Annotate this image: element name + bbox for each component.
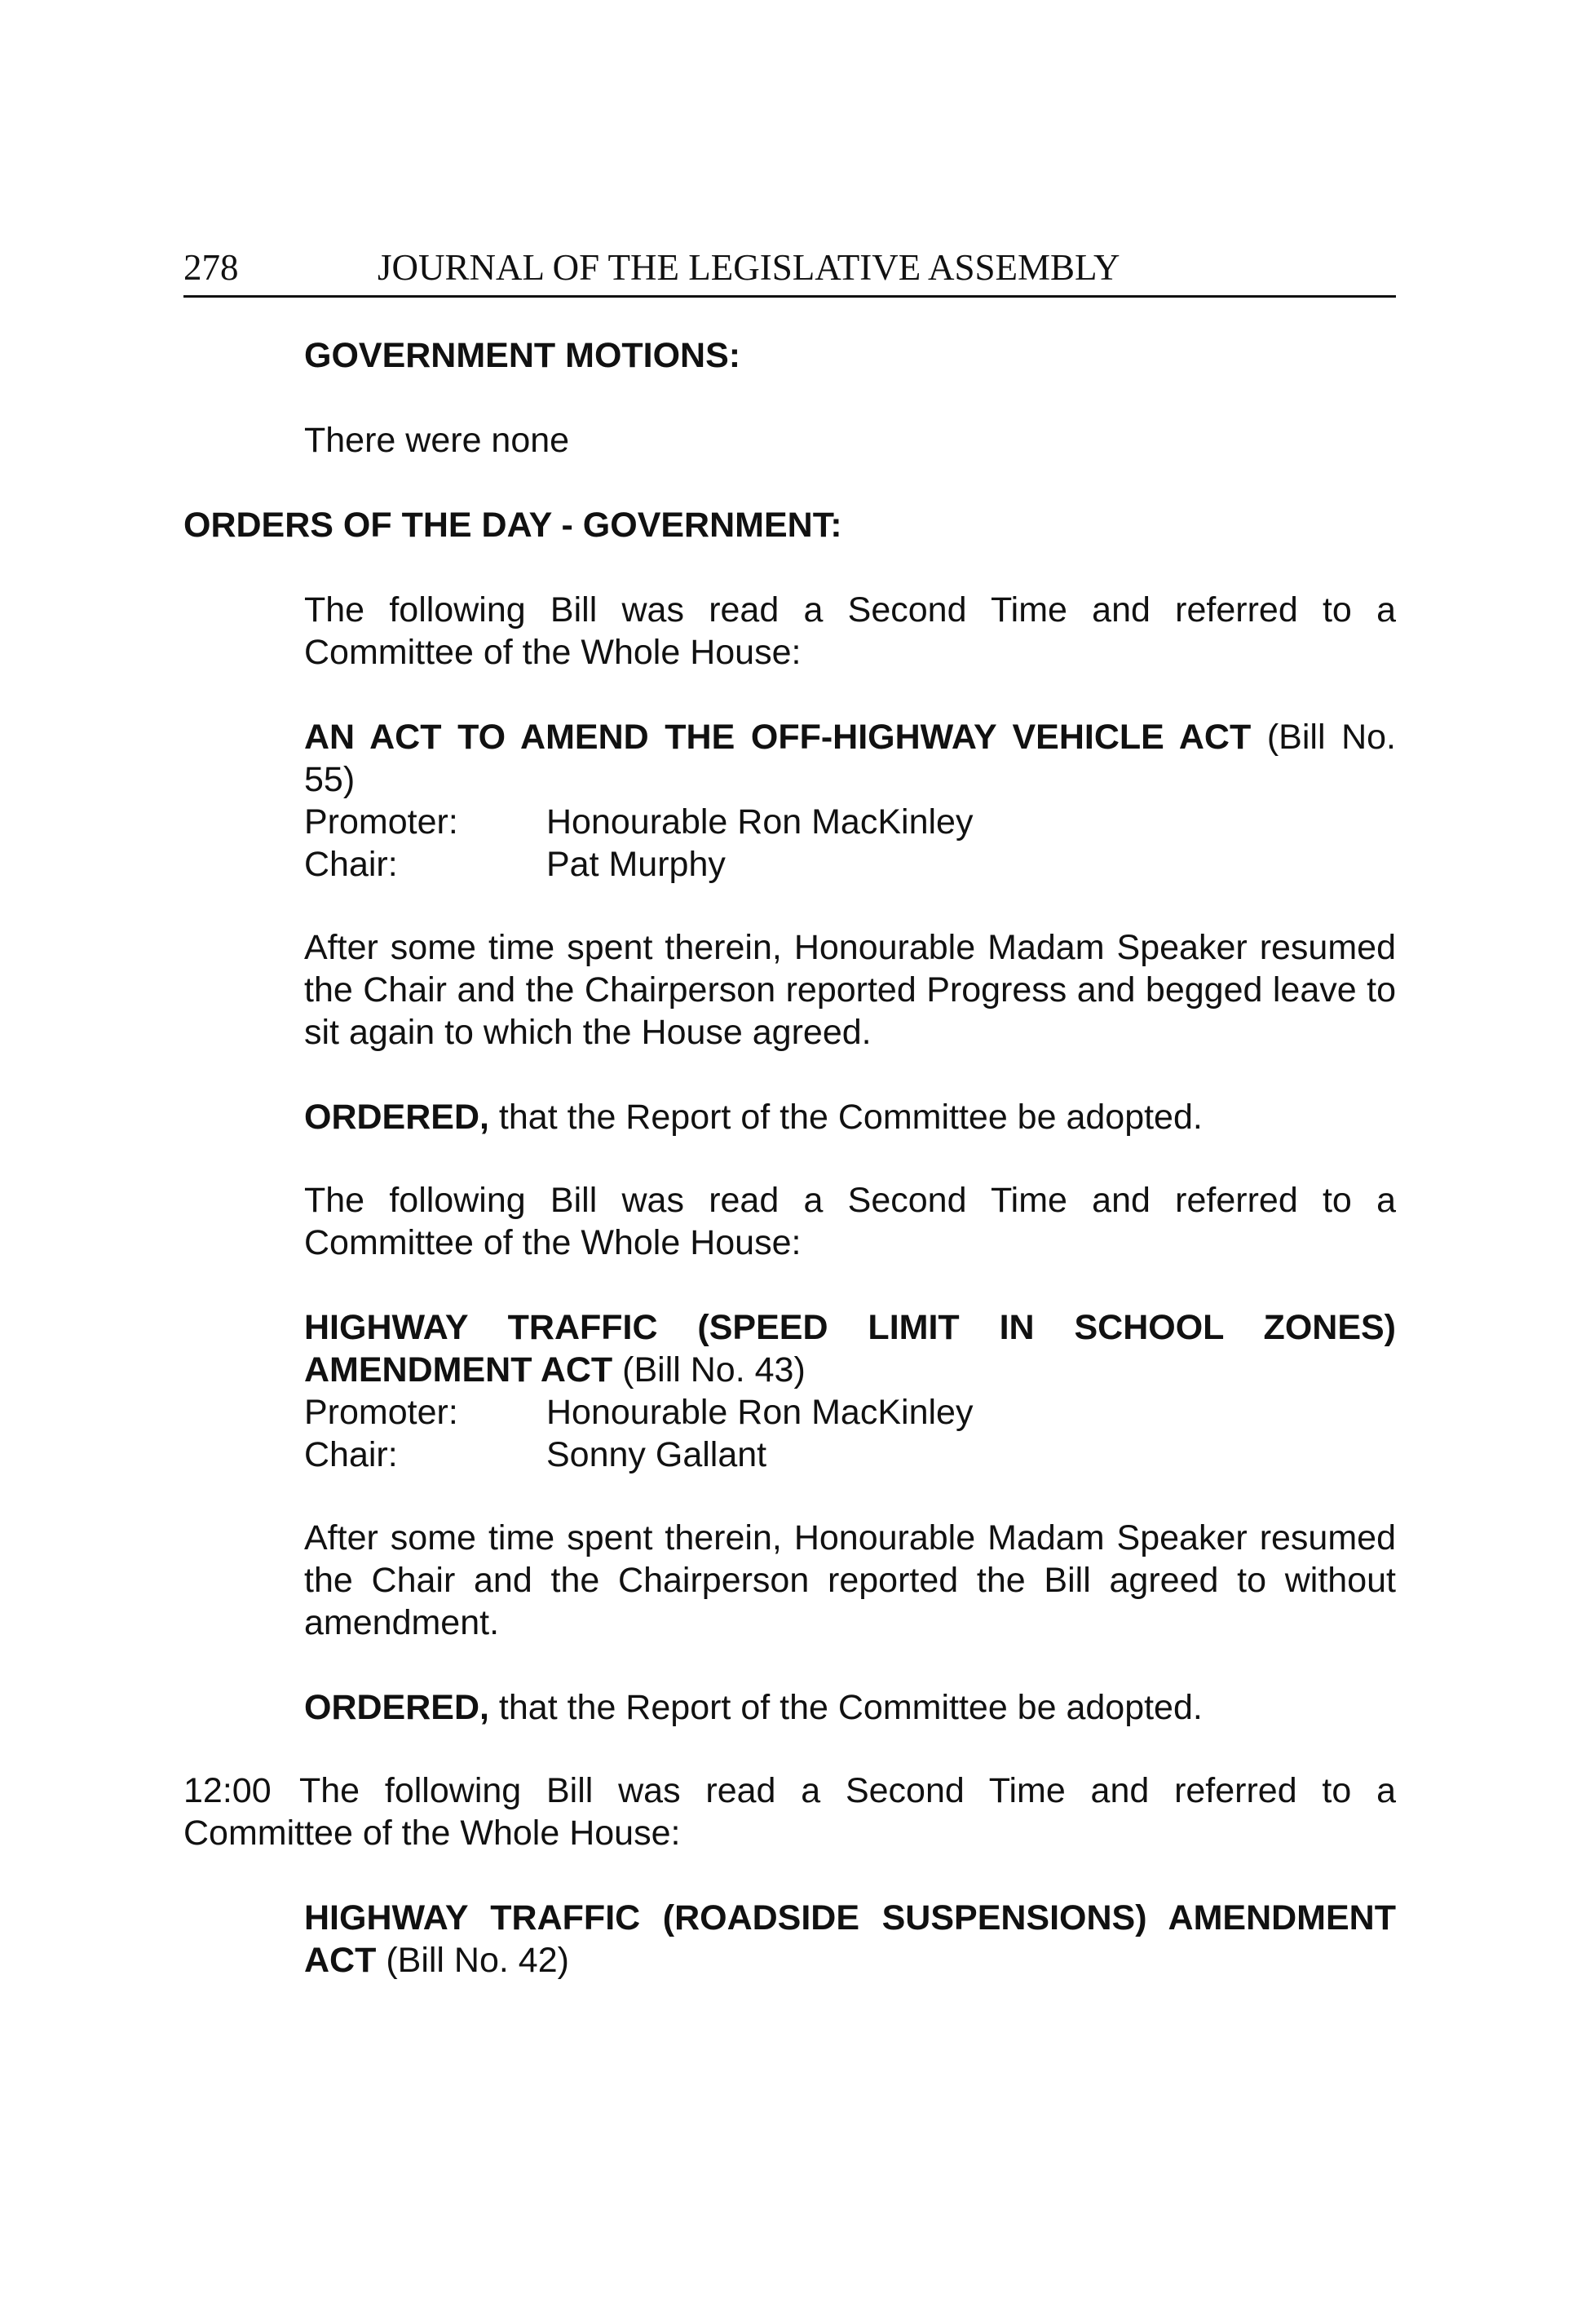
journal-title: JOURNAL OF THE LEGISLATIVE ASSEMBLY: [378, 247, 1120, 288]
ordered-text: that the Report of the Committee be adopted.: [488, 1098, 1203, 1137]
promoter-label: Promoter:: [304, 1393, 458, 1432]
chair-label: Chair:: [304, 1435, 398, 1474]
bill2-title-block: [304, 1306, 1396, 1476]
bill3-title-line2: ACT: [304, 1941, 377, 1980]
bill3-intro-line1: The following Bill was read a Second Time and referred to a: [299, 1771, 1396, 1810]
bill1-ordered: [304, 1096, 1396, 1138]
promoter-name: Honourable Ron MacKinley: [546, 1393, 974, 1432]
promoter-label: Promoter:: [304, 802, 458, 842]
ordered-text: that the Report of the Committee be adopted.: [488, 1688, 1203, 1727]
bill1-chair-row: [304, 843, 1396, 886]
time-stamp: 12:00: [183, 1771, 272, 1810]
promoter-name: Honourable Ron MacKinley: [546, 802, 974, 842]
bill3-title-line1: HIGHWAY TRAFFIC (ROADSIDE SUSPENSIONS) AMENDMENT: [304, 1898, 1396, 1937]
chair-label: Chair:: [304, 845, 398, 884]
bill1-number-part2: 55): [304, 760, 356, 799]
bill2-promoter-row: [304, 1391, 1396, 1434]
bill2-title-line1: HIGHWAY TRAFFIC (SPEED LIMIT IN SCHOOL ZONES): [304, 1308, 1396, 1347]
bill3-intro-line2: Committee of the Whole House:: [183, 1814, 681, 1853]
government-motions-text: There were none: [304, 421, 570, 460]
ordered-label: ORDERED,: [304, 1098, 489, 1137]
page-number: 278: [183, 247, 239, 288]
bill3-number: (Bill No. 42): [376, 1941, 569, 1980]
ordered-label: ORDERED,: [304, 1688, 489, 1727]
bill3-intro: [183, 1770, 1396, 1854]
bill2-intro: The following Bill was read a Second Time and referred to a Committee of the Whole House:: [304, 1181, 1396, 1262]
bill1-title: AN ACT TO AMEND THE OFF-HIGHWAY VEHICLE ACT: [304, 718, 1252, 757]
orders-of-the-day-heading: ORDERS OF THE DAY - GOVERNMENT:: [183, 506, 842, 545]
bill1-number-part1: (Bill No.: [1251, 718, 1397, 757]
chair-name: Pat Murphy: [546, 845, 726, 884]
bill3-title-block: [304, 1897, 1396, 1982]
bill1-report: After some time spent therein, Honourable Madam Speaker resumed the Chair and the Chairperson reported Progress and begged leave to sit again to which the House agreed.: [304, 928, 1396, 1052]
chair-name: Sonny Gallant: [546, 1435, 767, 1474]
bill1-title-block: [304, 716, 1396, 886]
bill2-chair-row: [304, 1434, 1396, 1476]
page-header: [183, 245, 1396, 298]
bill2-report: After some time spent therein, Honourable Madam Speaker resumed the Chair and the Chairperson reported the Bill agreed to without amendment.: [304, 1518, 1396, 1642]
bill1-intro: The following Bill was read a Second Time and referred to a Committee of the Whole House:: [304, 590, 1396, 672]
bill2-title-line2: AMENDMENT ACT: [304, 1350, 613, 1390]
government-motions-heading: GOVERNMENT MOTIONS:: [304, 336, 741, 375]
bill1-promoter-row: [304, 801, 1396, 843]
bill2-number: (Bill No. 43): [612, 1350, 806, 1390]
bill2-ordered: [304, 1686, 1396, 1729]
